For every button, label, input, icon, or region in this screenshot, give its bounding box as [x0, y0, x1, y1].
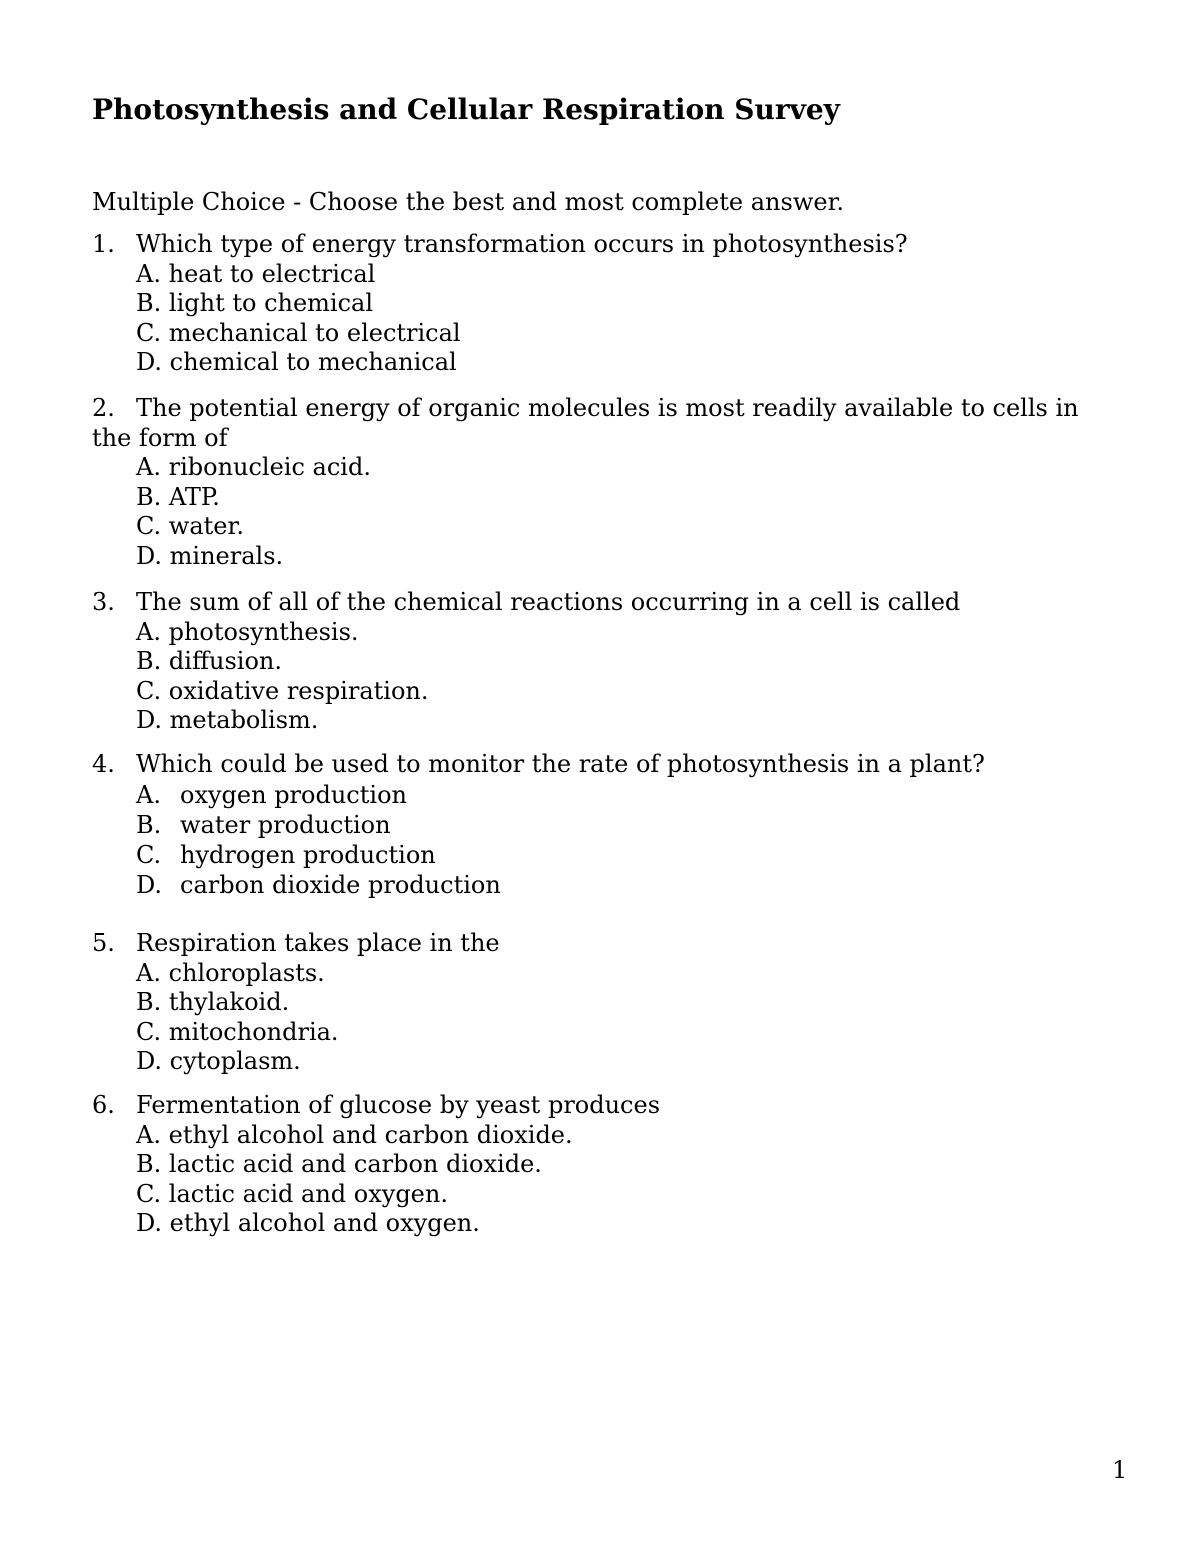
answer-option — [136, 1209, 1122, 1239]
question-number: 1. — [92, 230, 115, 258]
answer-option — [136, 870, 1122, 900]
option-text: diffusion. — [168, 647, 282, 675]
answer-option — [136, 1018, 1122, 1048]
answer-option — [136, 618, 1122, 648]
answer-option — [136, 289, 1122, 319]
question-stem — [92, 750, 1122, 780]
option-letter: C. — [136, 1017, 162, 1046]
question-text: The sum of all of the chemical reactions occurring in a cell is called — [136, 588, 961, 616]
answer-options — [92, 260, 1122, 378]
option-text: photosynthesis. — [168, 617, 359, 646]
option-letter: C. — [136, 676, 162, 705]
answer-option — [136, 542, 1122, 572]
answer-option — [136, 453, 1122, 483]
option-text: lactic acid and carbon dioxide. — [168, 1150, 542, 1178]
question-stem — [92, 230, 1122, 260]
option-text: cytoplasm. — [169, 1047, 301, 1075]
page-number: 1 — [1112, 1456, 1128, 1484]
option-letter: A. — [136, 453, 161, 481]
option-text: water production — [180, 810, 391, 839]
answer-option — [136, 706, 1122, 736]
option-text: metabolism. — [169, 706, 319, 734]
document-title: Photosynthesis and Cellular Respiration Survey — [92, 93, 840, 126]
question-number: 4. — [92, 750, 115, 778]
option-text: oxidative respiration. — [168, 676, 429, 705]
answer-option — [136, 348, 1122, 378]
option-letter: D. — [136, 1047, 163, 1075]
option-letter: A. — [136, 780, 161, 809]
option-letter: C. — [136, 841, 162, 870]
option-text: light to chemical — [168, 289, 374, 317]
instructions: Multiple Choice - Choose the best and most complete answer. — [92, 188, 845, 216]
option-text: ethyl alcohol and oxygen. — [169, 1209, 480, 1237]
option-text: mechanical to electrical — [168, 318, 461, 347]
answer-option — [136, 677, 1122, 707]
option-text: ethyl alcohol and carbon dioxide. — [168, 1120, 573, 1149]
question-stem — [92, 394, 1122, 453]
option-text: thylakoid. — [168, 988, 290, 1016]
option-text: mitochondria. — [168, 1017, 339, 1046]
option-text: oxygen production — [180, 780, 407, 809]
question-stem — [92, 929, 1122, 959]
answer-option — [136, 260, 1122, 290]
question-3 — [92, 588, 1122, 736]
answer-option — [136, 319, 1122, 349]
question-text: Fermentation of glucose by yeast produces — [136, 1091, 661, 1119]
question-text: The potential energy of organic molecules is most readily available to cells in the form of — [92, 394, 1079, 452]
option-letter: A. — [136, 617, 161, 646]
answer-options — [92, 780, 1122, 901]
question-number: 2. — [92, 394, 115, 422]
option-text: carbon dioxide production — [180, 871, 501, 900]
question-1 — [92, 230, 1122, 378]
question-4 — [92, 750, 1122, 901]
answer-option — [136, 959, 1122, 989]
option-letter: B. — [136, 482, 162, 511]
option-letter: A. — [136, 1120, 161, 1149]
option-letter: C. — [136, 318, 162, 347]
option-letter: C. — [136, 1179, 162, 1208]
option-letter: B. — [136, 1150, 162, 1178]
question-text: Respiration takes place in the — [136, 929, 500, 957]
answer-option — [136, 780, 1122, 810]
answer-option — [136, 840, 1122, 870]
option-letter: A. — [136, 259, 161, 288]
question-number: 6. — [92, 1091, 115, 1119]
option-letter: D. — [136, 348, 163, 376]
question-5 — [92, 929, 1122, 1077]
answer-option — [136, 1121, 1122, 1151]
option-text: hydrogen production — [180, 841, 436, 870]
question-text: Which type of energy transformation occurs in photosynthesis? — [136, 230, 908, 258]
option-text: minerals. — [169, 541, 284, 570]
answer-options — [92, 1121, 1122, 1239]
answer-option — [136, 810, 1122, 840]
answer-options — [92, 618, 1122, 736]
option-text: heat to electrical — [168, 259, 376, 288]
answer-option — [136, 1047, 1122, 1077]
option-letter: B. — [136, 810, 162, 839]
answer-option — [136, 988, 1122, 1018]
option-letter: B. — [136, 988, 162, 1016]
option-text: ATP. — [168, 482, 220, 511]
option-text: ribonucleic acid. — [168, 453, 371, 481]
answer-options — [92, 959, 1122, 1077]
option-letter: B. — [136, 289, 162, 317]
answer-option — [136, 512, 1122, 542]
option-text: water. — [168, 512, 244, 540]
answer-options — [92, 453, 1122, 571]
answer-option — [136, 1180, 1122, 1210]
answer-option — [136, 1150, 1122, 1180]
option-letter: B. — [136, 647, 162, 675]
option-letter: D. — [136, 871, 163, 900]
option-text: chloroplasts. — [168, 958, 325, 987]
question-stem — [92, 1091, 1122, 1121]
answer-option — [136, 647, 1122, 677]
question-number: 3. — [92, 588, 115, 616]
question-number: 5. — [92, 929, 115, 957]
question-stem — [92, 588, 1122, 618]
question-6 — [92, 1091, 1122, 1239]
question-2 — [92, 394, 1122, 571]
option-text: chemical to mechanical — [169, 348, 457, 376]
option-letter: D. — [136, 1209, 163, 1237]
option-letter: A. — [136, 958, 161, 987]
option-letter: D. — [136, 706, 163, 734]
question-text: Which could be used to monitor the rate of photosynthesis in a plant? — [136, 750, 985, 778]
answer-option — [136, 483, 1122, 513]
option-text: lactic acid and oxygen. — [168, 1179, 448, 1208]
option-letter: D. — [136, 541, 163, 570]
option-letter: C. — [136, 512, 162, 540]
